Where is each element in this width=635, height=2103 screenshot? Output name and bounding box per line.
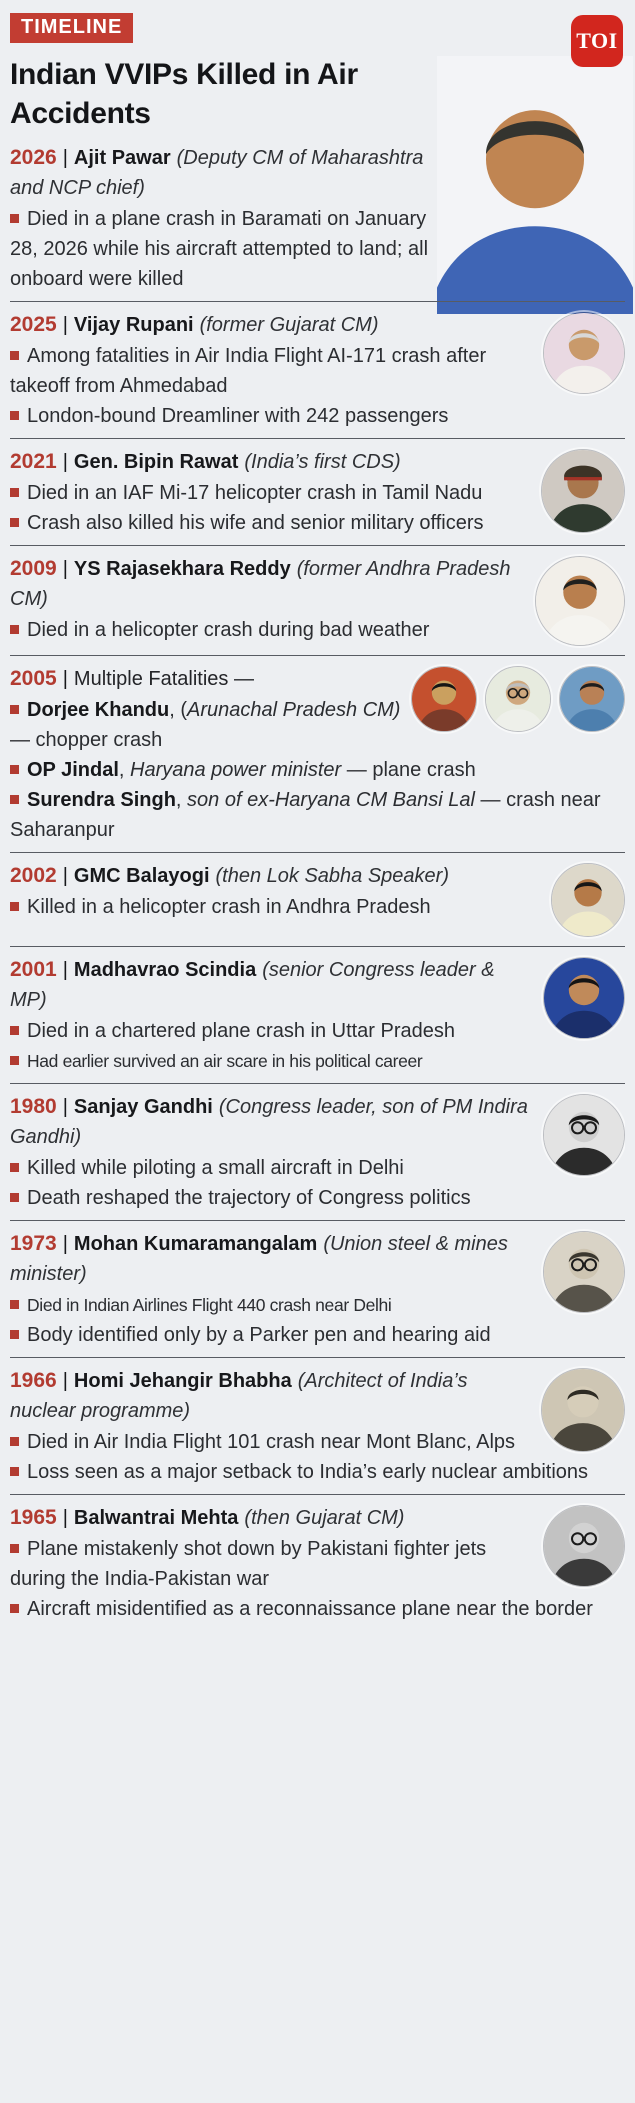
bullet-text: Among fatalities in Air India Flight AI-171 crash after takeoff from Ahmedabad [10,345,487,397]
timeline-entry-2001 [10,946,625,1083]
bullet-item [10,1534,625,1594]
bullet-text: Arunachal Pradesh CM) [187,699,401,721]
bullet-square-icon [10,1544,19,1553]
bullet-text: Died in Indian Airlines Flight 440 crash near Delhi [27,1295,392,1315]
entry-year: 2005 [10,667,57,690]
entry-heading [10,1503,625,1533]
bullet-square-icon [10,1467,19,1476]
bullet-text: — crash near Saharanpur [10,789,601,841]
entry-year: 1973 [10,1232,57,1255]
entry-heading [10,1092,625,1152]
bullet-item [10,478,625,508]
entry-photos [543,312,625,394]
bipin-rawat-photo [541,449,625,533]
bullet-square-icon [10,902,19,911]
entry-photos [543,957,625,1039]
entry-photos [541,1368,625,1452]
entry-heading [10,310,625,340]
entry-year: 2026 [10,146,57,169]
bullet-item [10,1320,625,1350]
entry-bullets [10,1153,625,1213]
entry-role: (then Gujarat CM) [244,1507,405,1529]
entry-name: Madhavrao Scindia [73,959,257,981]
entry-bullets [10,892,625,922]
entry-name: Sanjay Gandhi [73,1096,213,1118]
entry-heading [10,1366,625,1426]
entry-name: YS Rajasekhara Reddy [73,558,291,580]
timeline-entry-2025 [10,301,625,438]
bullet-text: Haryana power minister [130,759,342,781]
bullet-text: London-bound Dreamliner with 242 passengers [27,405,449,427]
entry-role: (senior Congress leader & MP) [10,959,495,1011]
op-jindal-photo [485,666,551,732]
bullet-item [10,1153,625,1183]
bullet-text: Aircraft misidentified as a reconnaissance plane near the border [27,1598,593,1620]
entry-year: 2021 [10,450,57,473]
entry-bullets [10,204,443,294]
madhavrao-scindia-photo [543,957,625,1039]
entry-year: 2009 [10,557,57,580]
bullet-text: Died in a helicopter crash during bad weather [27,619,430,641]
entry-heading [10,447,625,477]
entry-heading [10,955,625,1015]
separator: | [62,959,68,981]
sanjay-gandhi-photo [543,1094,625,1176]
entry-name: Gen. Bipin Rawat [73,451,239,473]
entry-role: (former Andhra Pradesh CM) [10,558,511,610]
bullet-item [10,1594,625,1624]
bullet-text: Died in an IAF Mi-17 helicopter crash in Tamil Nadu [27,482,483,504]
entry-photos [543,1231,625,1313]
bullet-text: , [175,789,188,811]
dorjee-khandu-photo [411,666,477,732]
separator: | [62,314,68,336]
bullet-square-icon [10,625,19,634]
bullet-square-icon [10,1604,19,1613]
entry-name: Mohan Kumaramangalam [73,1233,318,1255]
bullet-text: Dorjee Khandu [27,699,170,721]
bullet-square-icon [10,518,19,527]
page-title: Indian VVIPs Killed in Air Accidents [10,58,358,130]
toi-logo: TOI [571,15,623,67]
bullet-text: Crash also killed his wife and senior military officers [27,512,484,534]
entry-role: (Deputy CM of Maharashtra and NCP chief) [10,147,424,199]
bullet-text: Had earlier survived an air scare in his political career [27,1051,423,1071]
bullet-square-icon [10,705,19,714]
bullet-square-icon [10,1026,19,1035]
timeline-entry-1966 [10,1357,625,1494]
bullet-square-icon [10,765,19,774]
vijay-rupani-photo [543,312,625,394]
entry-bullets [10,1290,625,1350]
entry-label: Multiple Fatalities — [73,668,254,690]
bullet-item [10,1183,625,1213]
bullet-item [10,1016,625,1046]
separator: | [62,1370,68,1392]
entry-photos [541,449,625,533]
bullet-square-icon [10,351,19,360]
bullet-square-icon [10,411,19,420]
separator: | [62,558,68,580]
bullet-text: Death reshaped the trajectory of Congress politics [27,1187,471,1209]
separator: | [62,1507,68,1529]
entry-bullets [10,1534,625,1624]
homi-bhabha-photo [541,1368,625,1452]
timeline-entry-2026 [10,143,625,301]
bullet-text: Plane mistakenly shot down by Pakistani fighter jets during the India-Pakistan war [10,1538,487,1590]
entry-photos [543,1094,625,1176]
entry-year: 1980 [10,1095,57,1118]
bullet-text: Surendra Singh [27,789,176,811]
timeline-entry-1965 [10,1494,625,1631]
timeline-badge: TIMELINE [10,13,133,43]
entry-photos [535,556,625,646]
entry-heading [10,554,625,614]
entry-year: 2025 [10,313,57,336]
timeline-entry-1980 [10,1083,625,1220]
bullet-text: son of ex-Haryana CM Bansi Lal [187,789,475,811]
entry-role: (Congress leader, son of PM Indira Gandhi) [10,1096,528,1148]
entry-photos [551,863,625,937]
separator: | [62,1233,68,1255]
bullet-item [10,1290,625,1320]
mohan-kumaramangalam-photo [543,1231,625,1313]
bullet-square-icon [10,1300,19,1309]
bullet-square-icon [10,488,19,497]
bullet-item [10,892,625,922]
bullet-text: Loss seen as a major setback to India’s early nuclear ambitions [27,1461,589,1483]
entry-bullets [10,341,625,431]
bullet-text: Killed while piloting a small aircraft in Delhi [27,1157,404,1179]
timeline-entry-2002 [10,852,625,946]
bullet-square-icon [10,795,19,804]
bullet-item [10,785,625,845]
bullet-text: — chopper crash [10,729,163,751]
entry-name: Balwantrai Mehta [73,1507,239,1529]
bullet-item [10,341,625,401]
bullet-text: Killed in a helicopter crash in Andhra Pradesh [27,896,431,918]
bullet-square-icon [10,214,19,223]
entry-heading [10,861,625,891]
balwantrai-mehta-photo [543,1505,625,1587]
entry-name: Ajit Pawar [73,147,171,169]
bullet-text: , ( [169,699,188,721]
entry-year: 1965 [10,1506,57,1529]
entry-heading [10,143,443,203]
timeline-entry-2005 [10,655,625,852]
bullet-text: Body identified only by a Parker pen and hearing aid [27,1324,491,1346]
entry-year: 1966 [10,1369,57,1392]
entry-role: (India’s first CDS) [244,451,401,473]
ys-rajasekhara-reddy-photo [535,556,625,646]
bullet-square-icon [10,1163,19,1172]
bullet-item [10,508,625,538]
bullet-text: Died in a plane crash in Baramati on January 28, 2026 while his aircraft attempted to land; all onboard were killed [10,208,429,290]
bullet-item [10,204,443,294]
bullet-item [10,1427,625,1457]
entry-role: (Architect of India’s nuclear programme) [10,1370,468,1422]
entry-bullets [10,615,625,645]
bullet-square-icon [10,1193,19,1202]
timeline-entry-1973 [10,1220,625,1357]
entry-heading [10,1229,625,1289]
entry-year: 2002 [10,864,57,887]
bullet-text: — plane crash [341,759,476,781]
bullet-text: Died in Air India Flight 101 crash near Mont Blanc, Alps [27,1431,516,1453]
bullet-item [10,1457,625,1487]
separator: | [62,1096,68,1118]
entry-name: GMC Balayogi [73,865,210,887]
separator: | [62,865,68,887]
surendra-singh-photo [559,666,625,732]
entry-role: (Union steel & mines minister) [10,1233,508,1285]
timeline-sections [10,143,625,1631]
bullet-item [10,615,625,645]
bullet-square-icon [10,1056,19,1065]
entry-name: Homi Jehangir Bhabha [73,1370,292,1392]
entry-name: Vijay Rupani [73,314,194,336]
separator: | [62,668,68,690]
entry-year: 2001 [10,958,57,981]
separator: | [62,147,68,169]
entry-photos [543,1505,625,1587]
bullet-item [10,1046,625,1076]
bullet-square-icon [10,1437,19,1446]
bullet-text: Died in a chartered plane crash in Uttar Pradesh [27,1020,456,1042]
entry-role: (former Gujarat CM) [199,314,379,336]
entry-role: (then Lok Sabha Speaker) [215,865,449,887]
bullet-item [10,755,625,785]
timeline-entry-2009 [10,545,625,655]
timeline-entry-2021 [10,438,625,545]
separator: | [62,451,68,473]
entry-bullets [10,1427,625,1487]
bullet-text: , [118,759,131,781]
entry-photos [411,666,625,732]
bullet-text: OP Jindal [27,759,119,781]
gmc-balayogi-photo [551,863,625,937]
bullet-square-icon [10,1330,19,1339]
bullet-item [10,401,625,431]
entry-bullets [10,1016,625,1076]
entry-bullets [10,478,625,538]
